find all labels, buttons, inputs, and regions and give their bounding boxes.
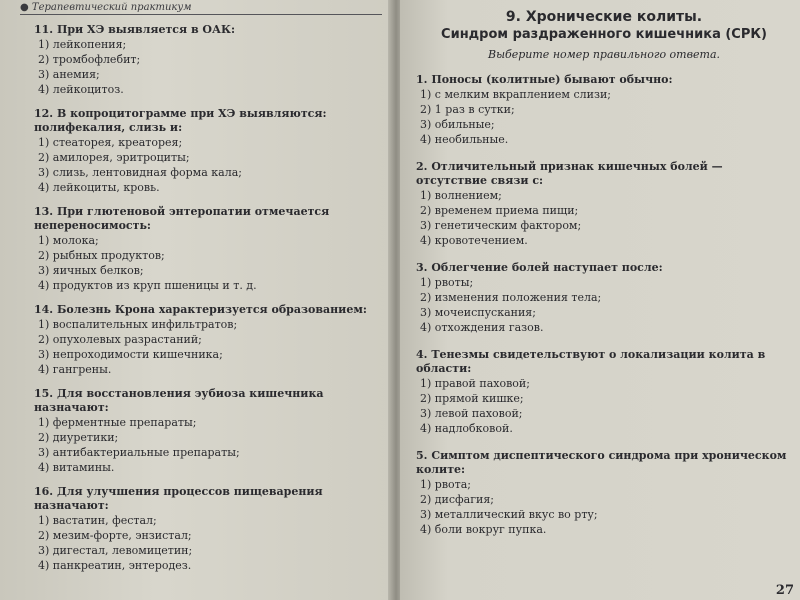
question-title: 12. В копроцитограмме при ХЭ выявляются: полифекалия, слизь и: (34, 107, 327, 134)
question-title: 3. Облегчение болей наступает после: (416, 261, 663, 274)
answer-option: 3) яичных белков; (38, 264, 144, 277)
answer-option: 1) волнением; (420, 189, 502, 202)
question-block (34, 107, 382, 195)
answer-option: 1) с мелким вкраплением слизи; (420, 88, 611, 101)
answer-option: 2) дисфагия; (420, 493, 494, 506)
question-title: 4. Тенезмы свидетельствуют о локализации колита в области: (416, 348, 766, 375)
question-title: 14. Болезнь Крона характеризуется образованием: (34, 303, 367, 316)
question-block (416, 348, 792, 436)
running-head: ● Терапевтический практикум (20, 2, 382, 15)
answer-option: 3) дигестал, левомицетин; (38, 544, 193, 557)
answer-option: 4) панкреатин, энтеродез. (38, 559, 192, 572)
answer-option: 3) непроходимости кишечника; (38, 348, 223, 361)
question-block (416, 449, 792, 537)
question-block (34, 485, 382, 573)
answer-option: 2) изменения положения тела; (420, 291, 602, 304)
answer-option: 2) рыбных продуктов; (38, 249, 165, 262)
answer-option: 2) тромбофлебит; (38, 53, 141, 66)
answer-option: 1) рвота; (420, 478, 471, 491)
answer-option: 1) лейкопения; (38, 38, 127, 51)
answer-option: 4) продуктов из круп пшеницы и т. д. (38, 279, 257, 292)
bullet-icon: ● (20, 2, 32, 13)
answer-option: 4) надлобковой. (420, 422, 513, 435)
question-title: 15. Для восстановления эубиоза кишечника назначают: (34, 387, 324, 414)
answer-option: 2) опухолевых разрастаний; (38, 333, 202, 346)
answer-option: 1) вастатин, фестал; (38, 514, 157, 527)
answer-option: 1) воспалительных инфильтратов; (38, 318, 238, 331)
answer-option: 2) амилорея, эритроциты; (38, 151, 190, 164)
question-block (34, 303, 382, 377)
answer-option: 2) мезим-форте, энзистал; (38, 529, 192, 542)
left-question-list (34, 23, 382, 573)
answer-option: 3) анемия; (38, 68, 100, 81)
left-page (0, 0, 392, 600)
question-block (34, 205, 382, 293)
question-block (34, 23, 382, 97)
question-block (416, 160, 792, 248)
answer-option: 2) 1 раз в сутки; (420, 103, 515, 116)
answer-option: 3) металлический вкус во рту; (420, 508, 598, 521)
instruction-text: Выберите номер правильного ответа. (487, 48, 721, 61)
answer-option: 2) диуретики; (38, 431, 119, 444)
right-page (400, 0, 800, 600)
right-question-list (416, 73, 792, 537)
answer-option: 1) правой паховой; (420, 377, 530, 390)
question-title: 16. Для улучшения процессов пищеварения назначают: (34, 485, 323, 512)
answer-option: 4) лейкоцитоз. (38, 83, 124, 96)
answer-option: 4) боли вокруг пупка. (420, 523, 547, 536)
answer-option: 2) прямой кишке; (420, 392, 524, 405)
answer-option: 1) стеаторея, креаторея; (38, 136, 183, 149)
answer-option: 1) молока; (38, 234, 99, 247)
page-number: 27 (775, 583, 794, 598)
answer-option: 3) мочеиспускания; (420, 306, 536, 319)
question-title: 5. Симптом диспептического синдрома при хроническом колите: (416, 449, 787, 476)
question-block (416, 261, 792, 335)
question-title: 13. При глютеновой энтеропатии отмечается непереносимость: (34, 205, 330, 232)
answer-option: 3) антибактериальные препараты; (38, 446, 240, 459)
chapter-subtitle: Синдром раздраженного кишечника (СРК) (441, 27, 767, 42)
answer-option: 3) обильные; (420, 118, 495, 131)
question-block (34, 387, 382, 475)
question-block (416, 73, 792, 147)
answer-option: 4) витамины. (38, 461, 115, 474)
answer-option: 3) генетическим фактором; (420, 219, 582, 232)
question-title: 2. Отличительный признак кишечных болей — отсутствие связи с: (416, 160, 723, 187)
chapter-title: 9. Хронические колиты. (505, 9, 703, 25)
answer-option: 4) лейкоциты, кровь. (38, 181, 160, 194)
answer-option: 1) рвоты; (420, 276, 474, 289)
answer-option: 4) гангрены. (38, 363, 112, 376)
question-title: 11. При ХЭ выявляется в ОАК: (34, 23, 236, 36)
answer-option: 1) ферментные препараты; (38, 416, 197, 429)
answer-option: 3) левой паховой; (420, 407, 523, 420)
answer-option: 3) слизь, лентовидная форма кала; (38, 166, 242, 179)
answer-option: 4) отхождения газов. (420, 321, 544, 334)
question-title: 1. Поносы (колитные) бывают обычно: (416, 73, 673, 86)
answer-option: 4) кровотечением. (420, 234, 528, 247)
answer-option: 4) необильные. (420, 133, 509, 146)
answer-option: 2) временем приема пищи; (420, 204, 579, 217)
